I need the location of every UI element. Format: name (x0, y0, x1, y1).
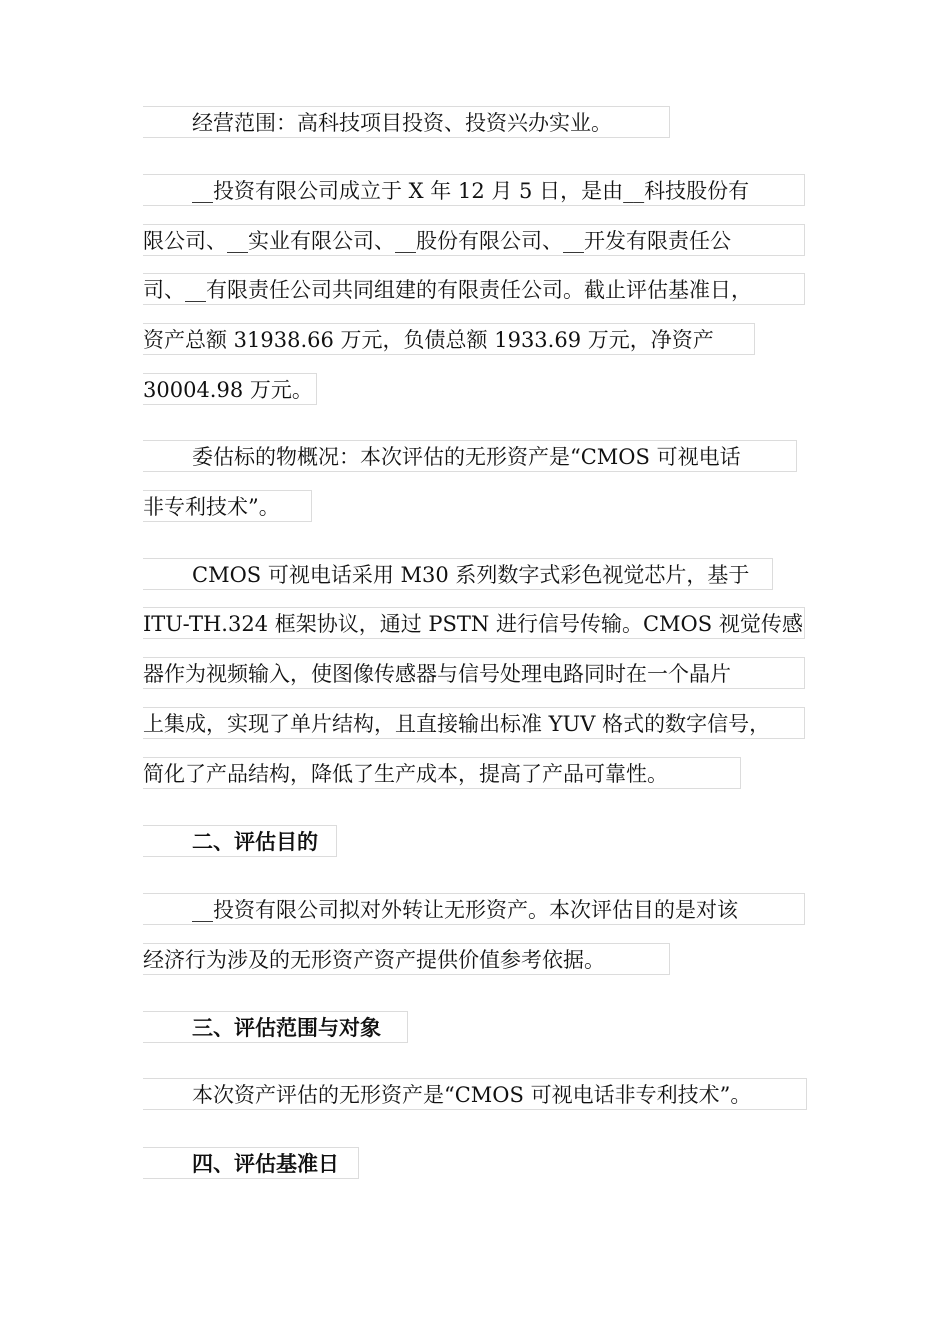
purpose-line-2: 经济行为涉及的无形资产资产提供价值参考依据。 (143, 943, 670, 975)
technology-line-5: 简化了产品结构，降低了生产成本，提高了产品可靠性。 (143, 757, 741, 789)
section-heading-scope: 三、评估范围与对象 (143, 1011, 408, 1043)
technology-line-2: ITU-TH.324 框架协议，通过 PSTN 进行信号传输。CMOS 视觉传感 (143, 607, 805, 639)
purpose-line-1: __投资有限公司拟对外转让无形资产。本次评估目的是对该 (143, 893, 805, 925)
company-profile-line-2: 限公司、__实业有限公司、__股份有限公司、__开发有限责任公 (143, 224, 805, 256)
company-profile-line-3: 司、__有限责任公司共同组建的有限责任公司。截止评估基准日， (143, 273, 805, 305)
subject-overview-line-2: 非专利技术”。 (143, 490, 312, 522)
company-profile-line-5: 30004.98 万元。 (143, 373, 317, 405)
subject-overview-line-1: 委估标的物概况：本次评估的无形资产是“CMOS 可视电话 (143, 440, 797, 472)
section-heading-purpose: 二、评估目的 (143, 825, 337, 857)
section-heading-base-date: 四、评估基准日 (143, 1147, 359, 1179)
technology-line-4: 上集成，实现了单片结构，且直接输出标准 YUV 格式的数字信号， (143, 707, 805, 739)
technology-line-1: CMOS 可视电话采用 M30 系列数字式彩色视觉芯片，基于 (143, 558, 773, 590)
technology-line-3: 器作为视频输入，使图像传感器与信号处理电路同时在一个晶片 (143, 657, 805, 689)
company-profile-line-1: __投资有限公司成立于 X 年 12 月 5 日，是由__科技股份有 (143, 174, 805, 206)
business-scope-line: 经营范围：高科技项目投资、投资兴办实业。 (143, 106, 670, 138)
scope-object-line: 本次资产评估的无形资产是“CMOS 可视电话非专利技术”。 (143, 1078, 807, 1110)
company-profile-line-4: 资产总额 31938.66 万元，负债总额 1933.69 万元，净资产 (143, 323, 755, 355)
